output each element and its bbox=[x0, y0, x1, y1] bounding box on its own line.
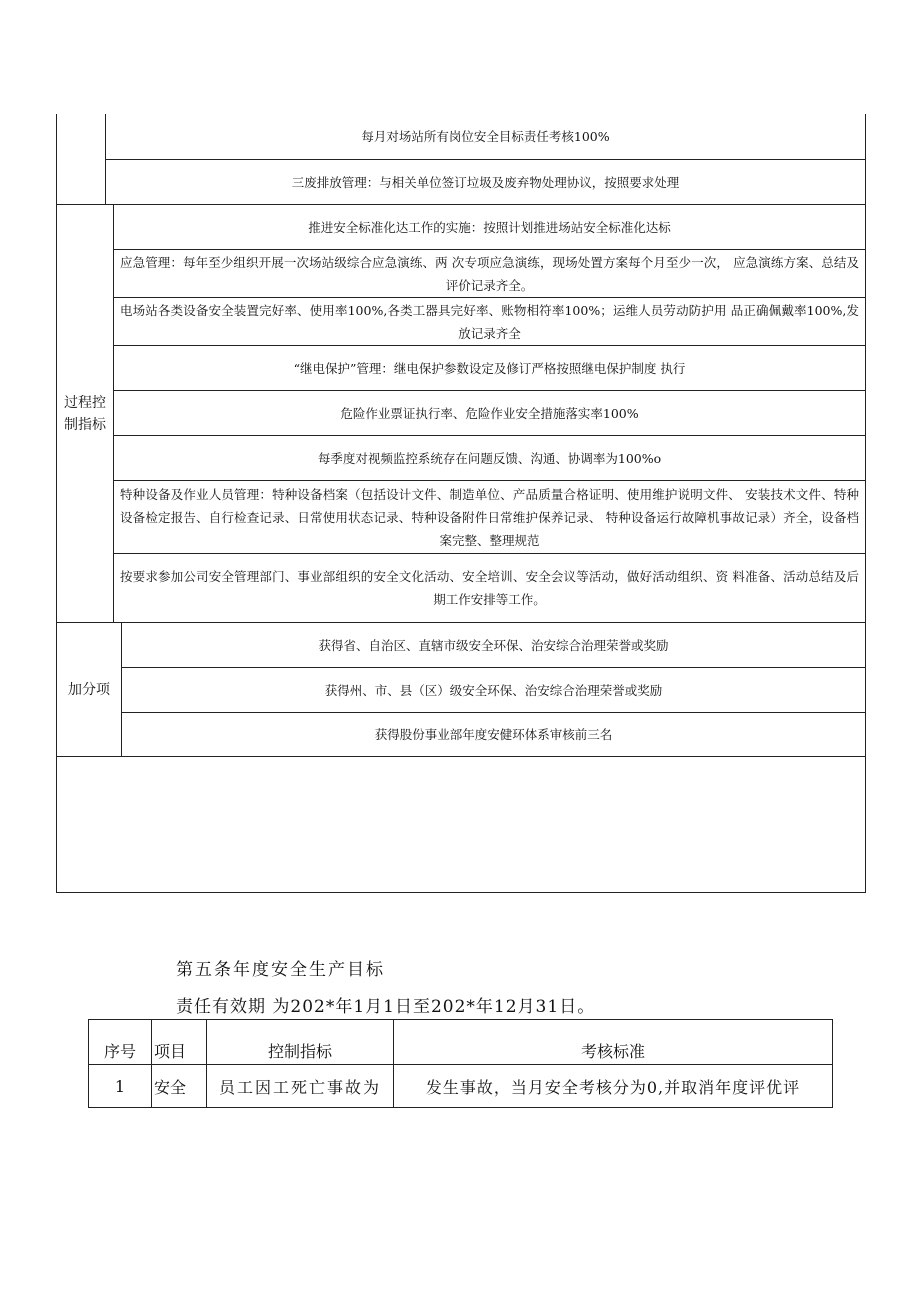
empty-row bbox=[57, 756, 865, 892]
table-row: “继电保护”管理：继电保护参数设定及修订严格按照继电保护制度 执行 bbox=[114, 345, 865, 390]
table-row: 特种设备及作业人员管理：特种设备档案（包括设计文件、制造单位、产品质量合格证明、使用维护说明文件、 安装技术文件、特种设备检定报告、自行检查记录、日常使用状态记录、特种设备附件日常维护保养记录、 特种设备运行故障机事故记录）齐全，设备档案完整、整理规范 bbox=[114, 480, 865, 553]
table-row: 危险作业票证执行率、危险作业安全措施落实率100% bbox=[114, 390, 865, 435]
table-row: 电场站各类设备安全装置完好率、使用率100%,各类工器具完好率、账物相符率100%；运维人员劳动防护用 品正确佩戴率100%,发放记录齐全 bbox=[114, 297, 865, 345]
table-row: 三废排放管理：与相关单位签订垃圾及废弃物处理协议，按照要求处理 bbox=[106, 159, 865, 204]
table-row: 每月对场站所有岗位安全目标责任考核100% bbox=[361, 129, 610, 144]
cell-seq: 1 bbox=[89, 1065, 152, 1108]
header-seq: 序号 bbox=[89, 1020, 152, 1065]
table-row: 获得州、市、县（区）级安全环保、治安综合治理荣誉或奖励 bbox=[122, 667, 865, 712]
table-row bbox=[89, 1065, 833, 1108]
header-standard: 考核标准 bbox=[394, 1020, 833, 1065]
cell-standard: 发生事故，当月安全考核分为0,并取消年度评优评 bbox=[394, 1065, 833, 1108]
table-row: 获得省、自治区、直辖市级安全环保、治安综合治理荣誉或奖励 bbox=[318, 637, 669, 653]
target-table bbox=[88, 1019, 833, 1108]
continued-group bbox=[57, 114, 865, 204]
safety-indicator-table bbox=[56, 114, 866, 893]
header-indicator: 控制指标 bbox=[207, 1020, 394, 1065]
process-control-group bbox=[57, 204, 865, 622]
validity-period: 责任有效期 为202*年1月1日至202*年12月31日。 bbox=[176, 997, 596, 1017]
bonus-group bbox=[57, 622, 865, 756]
table-row: 每季度对视频监控系统存在问题反馈、沟通、协调率为100%o bbox=[114, 435, 865, 480]
table-row: 推进安全标准化达工作的实施：按照计划推进场站安全标准化达标 bbox=[308, 219, 671, 235]
cell-item: 安全 bbox=[152, 1065, 207, 1108]
table-row: 按要求参加公司安全管理部门、事业部组织的安全文化活动、安全培训、安全会议等活动，做好活动组织、资 料准备、活动总结及后期工作安排等工作。 bbox=[114, 553, 865, 622]
table-row: 获得股份事业部年度安健环体系审核前三名 bbox=[122, 712, 865, 756]
table-row: 应急管理：每年至少组织开展一次场站级综合应急演练、两 次专项应急演练，现场处置方案每个月至少一次， 应急演练方案、总结及评价记录齐全。 bbox=[114, 249, 865, 297]
bonus-label: 加分项 bbox=[57, 623, 122, 756]
header-item: 项目 bbox=[152, 1020, 207, 1065]
section-title: 第五条年度安全生产目标 bbox=[176, 960, 385, 980]
process-control-label: 过程控制指标 bbox=[57, 205, 114, 622]
table-header-row bbox=[89, 1020, 833, 1065]
cell-indicator: 员工因工死亡事故为 bbox=[207, 1065, 394, 1108]
group-label-empty bbox=[57, 114, 106, 204]
